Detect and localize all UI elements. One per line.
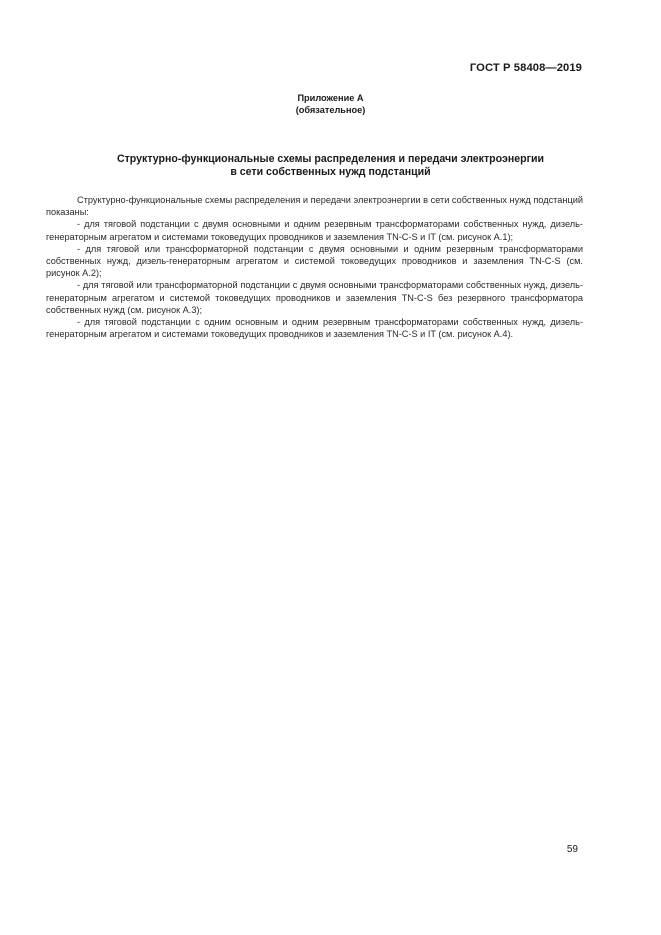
paragraph-item-2: - для тяговой или трансформаторной подстанции с двумя основными и одним резервным трансформаторами собственных нужд, дизель-генераторным агрегатом и системой токоведущих проводников и заземления TN-C-S (см. рисунок А.2); (46, 243, 583, 279)
section-heading-line-2: в сети собственных нужд подстанций (230, 166, 431, 178)
appendix-title: Приложение А (297, 93, 364, 103)
paragraph-item-1: - для тяговой подстанции с двумя основными и одним резервным трансформаторами собственных нужд, дизель-генераторным агрегатом и системами токоведущих проводников и заземления TN-C-S и IT (см. рисунок А.1); (46, 219, 583, 242)
standard-header: ГОСТ Р 58408—2019 (469, 62, 582, 74)
paragraph-item-3: - для тяговой или трансформаторной подстанции с двумя основными трансформаторами собственных нужд, дизель-генераторным агрегатом и системой токоведущих проводников и заземления TN-C-S без резервного трансформатора собственных нужд (см. рисунок А.3); (46, 280, 583, 315)
paragraph-intro: Структурно-функциональные схемы распределения и передачи электроэнергии в сети собственных нужд подстанций показаны: (46, 195, 583, 218)
section-heading-line-1: Структурно-функциональные схемы распределения и передачи электроэнергии (116, 153, 545, 165)
page-number: 59 (566, 844, 578, 855)
appendix-status: (обязательное) (295, 105, 366, 115)
section-heading (0, 153, 661, 179)
appendix-block (0, 92, 661, 116)
body-text (46, 194, 583, 340)
paragraph-item-4: - для тяговой подстанции с одним основным и одним резервным трансформаторами собственных нужд, дизель-генераторным агрегатом и системами токоведущих проводников и заземления TN-C-S и IT (см. рисунок А.4). (46, 317, 583, 340)
